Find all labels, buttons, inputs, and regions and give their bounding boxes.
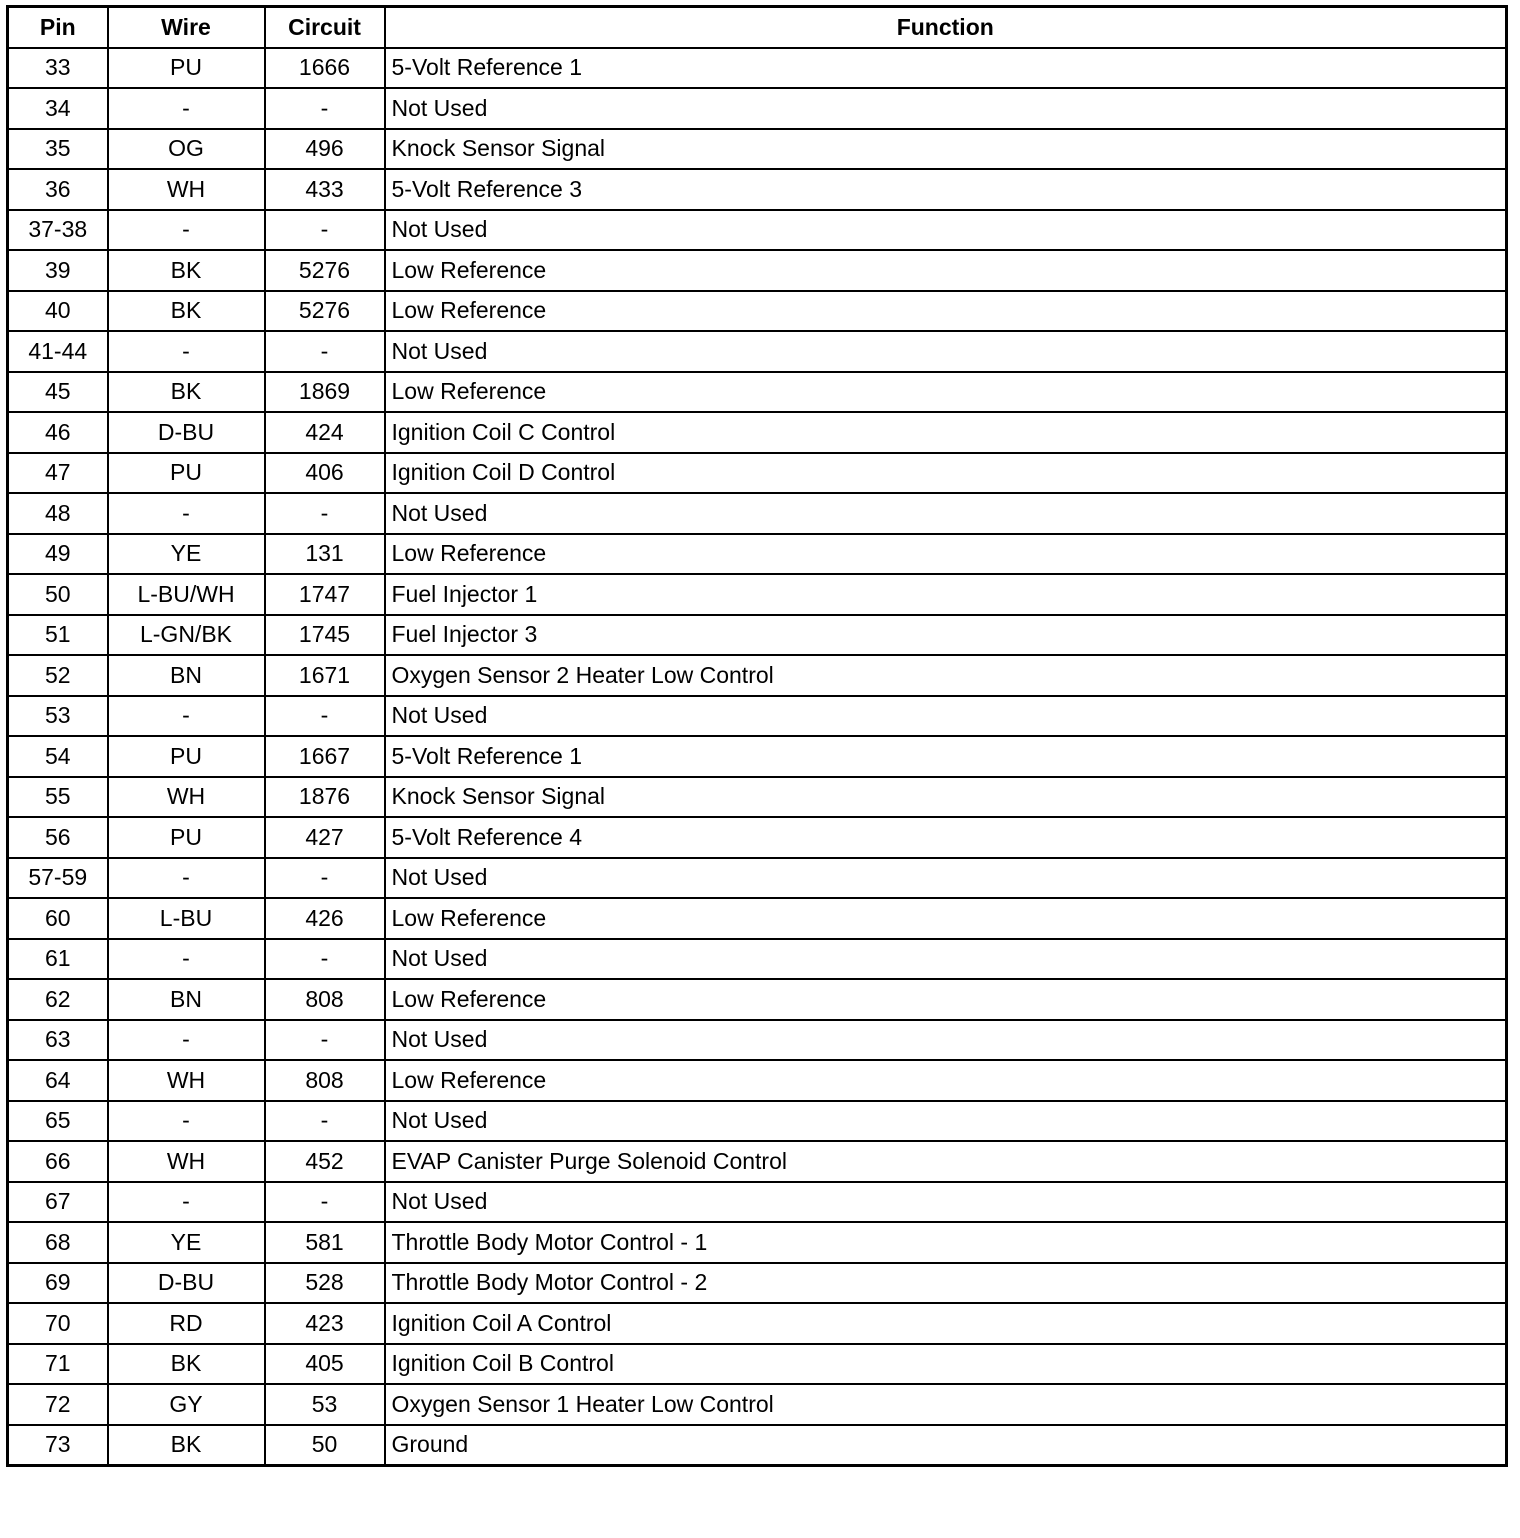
cell-pin: 60 <box>8 898 108 939</box>
cell-wire: - <box>108 939 265 980</box>
header-function: Function <box>385 7 1507 48</box>
cell-function: EVAP Canister Purge Solenoid Control <box>385 1141 1507 1182</box>
cell-pin: 67 <box>8 1182 108 1223</box>
table-row <box>8 1141 1507 1182</box>
cell-function: Not Used <box>385 1101 1507 1142</box>
cell-circuit: 433 <box>265 169 385 210</box>
cell-pin: 40 <box>8 291 108 332</box>
cell-function: Oxygen Sensor 1 Heater Low Control <box>385 1384 1507 1425</box>
cell-circuit: 53 <box>265 1384 385 1425</box>
cell-pin: 47 <box>8 453 108 494</box>
cell-function: Ground <box>385 1425 1507 1466</box>
cell-circuit: 406 <box>265 453 385 494</box>
cell-circuit: 424 <box>265 412 385 453</box>
cell-function: Fuel Injector 3 <box>385 615 1507 656</box>
table-row <box>8 129 1507 170</box>
cell-circuit: 808 <box>265 1060 385 1101</box>
cell-circuit: - <box>265 88 385 129</box>
table-row <box>8 372 1507 413</box>
cell-function: Low Reference <box>385 898 1507 939</box>
cell-function: Not Used <box>385 696 1507 737</box>
cell-wire: BN <box>108 979 265 1020</box>
table-row <box>8 1303 1507 1344</box>
cell-circuit: - <box>265 1101 385 1142</box>
cell-circuit: 423 <box>265 1303 385 1344</box>
cell-pin: 63 <box>8 1020 108 1061</box>
cell-wire: - <box>108 1182 265 1223</box>
cell-pin: 41-44 <box>8 331 108 372</box>
table-row <box>8 858 1507 899</box>
cell-wire: L-BU <box>108 898 265 939</box>
table-row <box>8 493 1507 534</box>
connector-pinout-table <box>6 5 1508 1467</box>
table-row <box>8 979 1507 1020</box>
cell-wire: WH <box>108 777 265 818</box>
cell-wire: BK <box>108 1344 265 1385</box>
header-row <box>8 7 1507 48</box>
cell-pin: 36 <box>8 169 108 210</box>
table-row <box>8 1384 1507 1425</box>
cell-circuit: 5276 <box>265 291 385 332</box>
cell-pin: 71 <box>8 1344 108 1385</box>
cell-circuit: - <box>265 331 385 372</box>
cell-pin: 72 <box>8 1384 108 1425</box>
table-row <box>8 1182 1507 1223</box>
cell-pin: 45 <box>8 372 108 413</box>
table-row <box>8 88 1507 129</box>
cell-pin: 53 <box>8 696 108 737</box>
cell-circuit: 808 <box>265 979 385 1020</box>
cell-pin: 55 <box>8 777 108 818</box>
table-row <box>8 412 1507 453</box>
cell-wire: - <box>108 88 265 129</box>
cell-pin: 46 <box>8 412 108 453</box>
cell-function: 5-Volt Reference 1 <box>385 736 1507 777</box>
cell-function: Low Reference <box>385 250 1507 291</box>
cell-pin: 61 <box>8 939 108 980</box>
cell-function: Low Reference <box>385 372 1507 413</box>
cell-circuit: - <box>265 939 385 980</box>
cell-circuit: - <box>265 1182 385 1223</box>
cell-pin: 65 <box>8 1101 108 1142</box>
cell-circuit: 528 <box>265 1263 385 1304</box>
cell-function: Low Reference <box>385 1060 1507 1101</box>
cell-function: Not Used <box>385 331 1507 372</box>
cell-circuit: 1666 <box>265 48 385 89</box>
table-row <box>8 736 1507 777</box>
table-row <box>8 817 1507 858</box>
table-body <box>8 48 1507 1466</box>
cell-function: Knock Sensor Signal <box>385 129 1507 170</box>
cell-function: Not Used <box>385 210 1507 251</box>
cell-circuit: 131 <box>265 534 385 575</box>
cell-circuit: - <box>265 493 385 534</box>
table-row <box>8 939 1507 980</box>
cell-function: Oxygen Sensor 2 Heater Low Control <box>385 655 1507 696</box>
cell-wire: WH <box>108 1060 265 1101</box>
header-wire: Wire <box>108 7 265 48</box>
cell-wire: PU <box>108 48 265 89</box>
table-row <box>8 574 1507 615</box>
cell-function: Not Used <box>385 939 1507 980</box>
cell-wire: - <box>108 1020 265 1061</box>
cell-pin: 66 <box>8 1141 108 1182</box>
table-row <box>8 898 1507 939</box>
table-row <box>8 250 1507 291</box>
cell-function: Ignition Coil B Control <box>385 1344 1507 1385</box>
cell-wire: BK <box>108 250 265 291</box>
cell-wire: GY <box>108 1384 265 1425</box>
cell-wire: BN <box>108 655 265 696</box>
cell-circuit: 5276 <box>265 250 385 291</box>
cell-wire: - <box>108 696 265 737</box>
table-row <box>8 777 1507 818</box>
table-row <box>8 291 1507 332</box>
cell-wire: WH <box>108 169 265 210</box>
cell-wire: BK <box>108 1425 265 1466</box>
cell-pin: 54 <box>8 736 108 777</box>
table-row <box>8 210 1507 251</box>
cell-function: Knock Sensor Signal <box>385 777 1507 818</box>
cell-circuit: - <box>265 1020 385 1061</box>
cell-pin: 50 <box>8 574 108 615</box>
cell-pin: 39 <box>8 250 108 291</box>
table-row <box>8 1101 1507 1142</box>
table-row <box>8 655 1507 696</box>
cell-wire: L-BU/WH <box>108 574 265 615</box>
table-row <box>8 1425 1507 1466</box>
header-pin: Pin <box>8 7 108 48</box>
cell-function: Throttle Body Motor Control - 2 <box>385 1263 1507 1304</box>
cell-pin: 57-59 <box>8 858 108 899</box>
cell-pin: 56 <box>8 817 108 858</box>
table-row <box>8 1344 1507 1385</box>
cell-wire: WH <box>108 1141 265 1182</box>
cell-circuit: 405 <box>265 1344 385 1385</box>
table-row <box>8 169 1507 210</box>
cell-pin: 52 <box>8 655 108 696</box>
cell-function: Ignition Coil A Control <box>385 1303 1507 1344</box>
cell-pin: 69 <box>8 1263 108 1304</box>
cell-pin: 49 <box>8 534 108 575</box>
cell-wire: BK <box>108 372 265 413</box>
cell-wire: - <box>108 858 265 899</box>
cell-pin: 62 <box>8 979 108 1020</box>
table-row <box>8 1020 1507 1061</box>
cell-circuit: 50 <box>265 1425 385 1466</box>
cell-function: Not Used <box>385 858 1507 899</box>
cell-circuit: 427 <box>265 817 385 858</box>
cell-pin: 37-38 <box>8 210 108 251</box>
cell-pin: 33 <box>8 48 108 89</box>
table-row <box>8 1060 1507 1101</box>
cell-function: 5-Volt Reference 4 <box>385 817 1507 858</box>
cell-pin: 64 <box>8 1060 108 1101</box>
cell-function: Fuel Injector 1 <box>385 574 1507 615</box>
cell-circuit: 496 <box>265 129 385 170</box>
cell-circuit: - <box>265 696 385 737</box>
cell-wire: YE <box>108 1222 265 1263</box>
cell-wire: L-GN/BK <box>108 615 265 656</box>
cell-wire: RD <box>108 1303 265 1344</box>
cell-wire: PU <box>108 817 265 858</box>
cell-function: Not Used <box>385 493 1507 534</box>
cell-wire: YE <box>108 534 265 575</box>
table-row <box>8 331 1507 372</box>
table-row <box>8 1222 1507 1263</box>
cell-function: Low Reference <box>385 979 1507 1020</box>
cell-wire: D-BU <box>108 1263 265 1304</box>
cell-circuit: 581 <box>265 1222 385 1263</box>
cell-wire: - <box>108 493 265 534</box>
table-row <box>8 48 1507 89</box>
cell-wire: - <box>108 1101 265 1142</box>
cell-circuit: 426 <box>265 898 385 939</box>
cell-wire: PU <box>108 453 265 494</box>
cell-wire: PU <box>108 736 265 777</box>
cell-circuit: 1667 <box>265 736 385 777</box>
cell-wire: - <box>108 331 265 372</box>
cell-function: Not Used <box>385 1182 1507 1223</box>
cell-function: Not Used <box>385 88 1507 129</box>
cell-circuit: 452 <box>265 1141 385 1182</box>
cell-circuit: 1671 <box>265 655 385 696</box>
cell-wire: OG <box>108 129 265 170</box>
header-circuit: Circuit <box>265 7 385 48</box>
cell-circuit: 1876 <box>265 777 385 818</box>
table-row <box>8 696 1507 737</box>
cell-function: Low Reference <box>385 534 1507 575</box>
cell-circuit: 1747 <box>265 574 385 615</box>
cell-function: Ignition Coil D Control <box>385 453 1507 494</box>
cell-pin: 51 <box>8 615 108 656</box>
cell-pin: 68 <box>8 1222 108 1263</box>
cell-circuit: - <box>265 858 385 899</box>
cell-function: 5-Volt Reference 3 <box>385 169 1507 210</box>
table-row <box>8 534 1507 575</box>
cell-circuit: 1869 <box>265 372 385 413</box>
cell-pin: 48 <box>8 493 108 534</box>
cell-function: Ignition Coil C Control <box>385 412 1507 453</box>
cell-function: Low Reference <box>385 291 1507 332</box>
cell-function: 5-Volt Reference 1 <box>385 48 1507 89</box>
cell-wire: - <box>108 210 265 251</box>
table-row <box>8 453 1507 494</box>
cell-circuit: 1745 <box>265 615 385 656</box>
cell-circuit: - <box>265 210 385 251</box>
cell-pin: 70 <box>8 1303 108 1344</box>
cell-pin: 73 <box>8 1425 108 1466</box>
cell-pin: 34 <box>8 88 108 129</box>
cell-pin: 35 <box>8 129 108 170</box>
cell-function: Throttle Body Motor Control - 1 <box>385 1222 1507 1263</box>
cell-function: Not Used <box>385 1020 1507 1061</box>
table-row <box>8 1263 1507 1304</box>
table-row <box>8 615 1507 656</box>
cell-wire: BK <box>108 291 265 332</box>
cell-wire: D-BU <box>108 412 265 453</box>
